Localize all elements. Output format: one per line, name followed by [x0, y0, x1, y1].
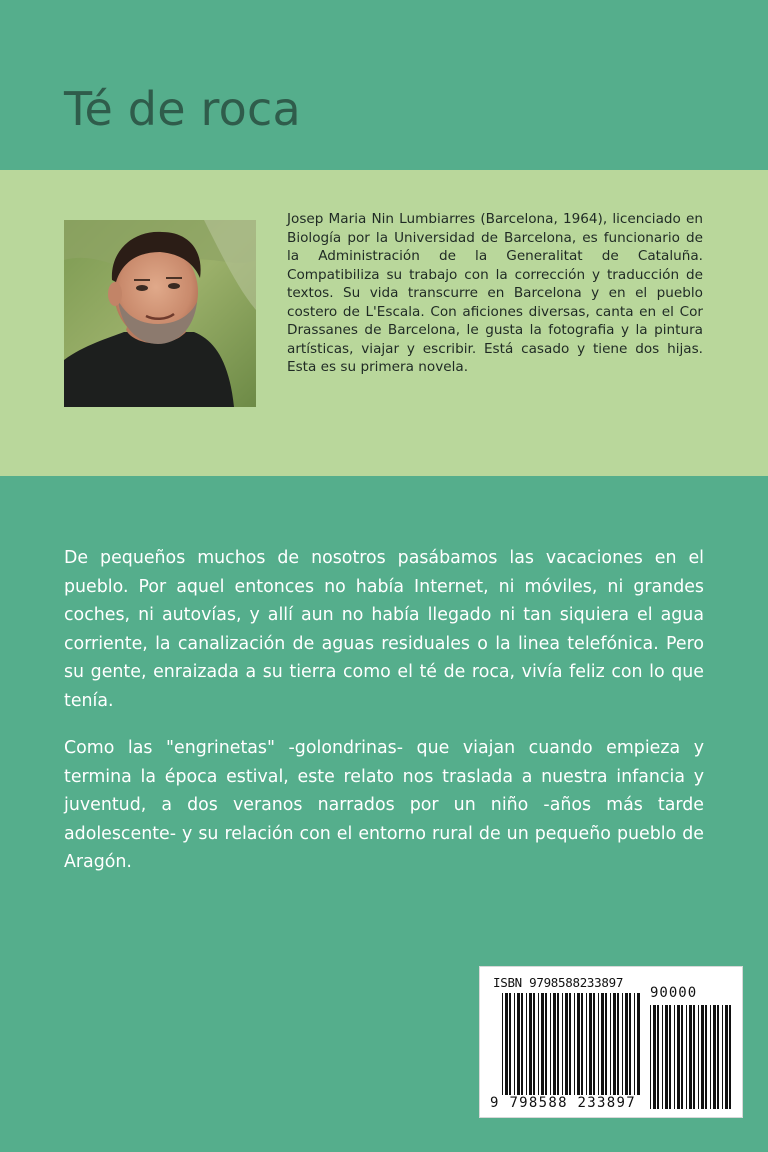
barcode-bar: [577, 993, 580, 1095]
barcode-bar: [593, 993, 595, 1095]
barcode-bar: [705, 1005, 707, 1109]
barcode-bar: [586, 993, 587, 1095]
barcode-bar: [550, 993, 551, 1095]
barcode-bar: [710, 1005, 711, 1109]
barcode-bar: [653, 1005, 656, 1109]
barcode-bar: [722, 1005, 723, 1109]
barcode-bar: [717, 1005, 719, 1109]
barcode-bar: [569, 993, 571, 1095]
barcode-bar: [610, 993, 611, 1095]
isbn-barcode: [479, 966, 743, 1118]
barcode-bar: [605, 993, 607, 1095]
barcode-bar: [669, 1005, 671, 1109]
barcode-bar: [657, 1005, 659, 1109]
barcode-bar: [617, 993, 619, 1095]
barcode-bar: [574, 993, 575, 1095]
barcode-bar: [681, 1005, 683, 1109]
barcode-bar: [725, 1005, 728, 1109]
barcode-bar: [701, 1005, 704, 1109]
barcode-bar: [689, 1005, 692, 1109]
barcode-bar: [625, 993, 628, 1095]
barcode-bar: [698, 1005, 699, 1109]
barcode-bar: [637, 993, 640, 1095]
author-portrait-image: [64, 220, 256, 407]
barcode-bar: [545, 993, 547, 1095]
barcode-bar: [693, 1005, 695, 1109]
barcode-bar: [529, 993, 532, 1095]
blurb-paragraph-2: Como las "engrinetas" -golondrinas- que viajan cuando empieza y termina la época estival, este relato nos traslada a nuestra infancia y juventud, a dos veranos narrados por un niño -años más tarde adolescente- y su relación con el entorno rural de un pequeño pueblo de Aragón.: [64, 738, 704, 872]
barcode-bar: [601, 993, 604, 1095]
barcode-bar: [598, 993, 599, 1095]
barcode-bar: [514, 993, 515, 1095]
barcode-bar: [557, 993, 559, 1095]
barcode-bar: [553, 993, 556, 1095]
barcode-bar: [562, 993, 563, 1095]
isbn-label: ISBN 9798588233897: [493, 975, 624, 990]
barcode-bar: [622, 993, 623, 1095]
blurb-paragraph-1: De pequeños muchos de nosotros pasábamos las vacaciones en el pueblo. Por aquel entonces no había Internet, ni móviles, ni grandes coches, ni autovías, y allí aun no había llegado ni tan siquiera el agua corriente, la canalización de aguas residuales o la linea telefónica. Pero su gente, enraizada a su tierra como el té de roca, vivía feliz con lo que tenía.: [64, 548, 704, 711]
barcode-bar: [526, 993, 527, 1095]
book-title: Té de roca: [64, 82, 301, 136]
barcode-bar: [674, 1005, 675, 1109]
barcode-bar: [665, 1005, 668, 1109]
ean-bars: [502, 993, 640, 1095]
barcode-bar: [650, 1005, 651, 1109]
barcode-bar: [629, 993, 631, 1095]
barcode-bar: [589, 993, 592, 1095]
author-photo: [64, 220, 256, 407]
ean-digits: 9 798588 233897: [490, 1095, 636, 1111]
author-section: [0, 170, 768, 476]
barcode-bar: [713, 1005, 716, 1109]
barcode-bar: [502, 993, 503, 1095]
addon-digits: 90000: [650, 985, 698, 1001]
barcode-bar: [517, 993, 520, 1095]
barcode-bar: [634, 993, 635, 1095]
barcode-bar: [505, 993, 508, 1095]
barcode-bar: [613, 993, 616, 1095]
barcode-bar: [686, 1005, 687, 1109]
barcode-bar: [729, 1005, 731, 1109]
barcode-bar: [677, 1005, 680, 1109]
addon-bars: [650, 1005, 731, 1109]
barcode-bar: [509, 993, 511, 1095]
barcode-bar: [533, 993, 535, 1095]
barcode-bar: [581, 993, 583, 1095]
author-bio: Josep Maria Nin Lumbiarres (Barcelona, 1964), licenciado en Biología por la Universidad de Barcelona, es funcionario de la Administración de la Generalitat de Cataluña. Compatibiliza su trabajo con la corrección y traducción de textos. Su vida transcurre en Barcelona y en el pueblo costero de L'Escala. Con aficiones diversas, canta en el Cor Drassanes de Barcelona, le gusta la fotografia y la pintura artísticas, viajar y escribir. Está casado y tiene dos hijas. Esta es su primera novela.: [287, 211, 703, 375]
barcode-bar: [521, 993, 523, 1095]
barcode-bar: [662, 1005, 663, 1109]
barcode-bar: [565, 993, 568, 1095]
barcode-bar: [538, 993, 539, 1095]
barcode-bar: [541, 993, 544, 1095]
